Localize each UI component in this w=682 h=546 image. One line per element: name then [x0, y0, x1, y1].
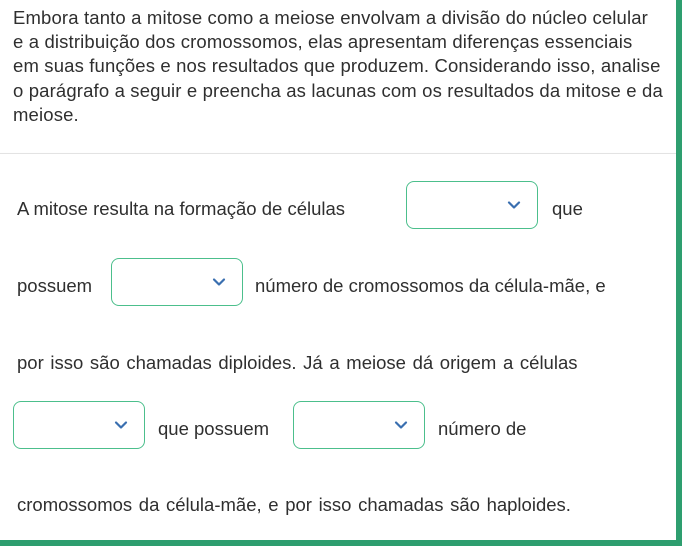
chevron-down-icon [507, 198, 521, 212]
paragraph-text-2: que [552, 198, 583, 219]
paragraph-text-8: cromossomos da célula-mãe, e por isso chamadas são haploides. [17, 494, 571, 515]
paragraph-text-6: que possuem [158, 418, 270, 439]
blank-dropdown-4[interactable] [293, 401, 425, 449]
paragraph-text-5: por isso são chamadas diploides. Já a meiose dá origem a células [17, 352, 578, 373]
paragraph-text-3: possuem [17, 275, 93, 296]
paragraph-text-1: A mitose resulta na formação de células [17, 198, 346, 219]
fill-in-paragraph [0, 154, 676, 540]
chevron-down-icon [394, 418, 408, 432]
chevron-down-icon [114, 418, 128, 432]
chevron-down-icon [212, 275, 226, 289]
blank-dropdown-1[interactable] [406, 181, 538, 229]
question-prompt: Embora tanto a mitose como a meiose envolvam a divisão do núcleo celular e a distribuição dos cromossomos, elas apresentam diferenças essenciais em suas funções e nos resultados que produzem. Considerando isso, analise o parágrafo a seguir e preencha as lacunas com os resultados da mitose e da meiose. [13, 7, 663, 125]
blank-dropdown-3[interactable] [13, 401, 145, 449]
paragraph-text-4: número de cromossomos da célula-mãe, e [255, 275, 606, 296]
right-accent-bar [676, 0, 682, 546]
blank-dropdown-2[interactable] [111, 258, 243, 306]
bottom-accent-bar [0, 540, 682, 546]
paragraph-text-7: número de [438, 418, 527, 439]
